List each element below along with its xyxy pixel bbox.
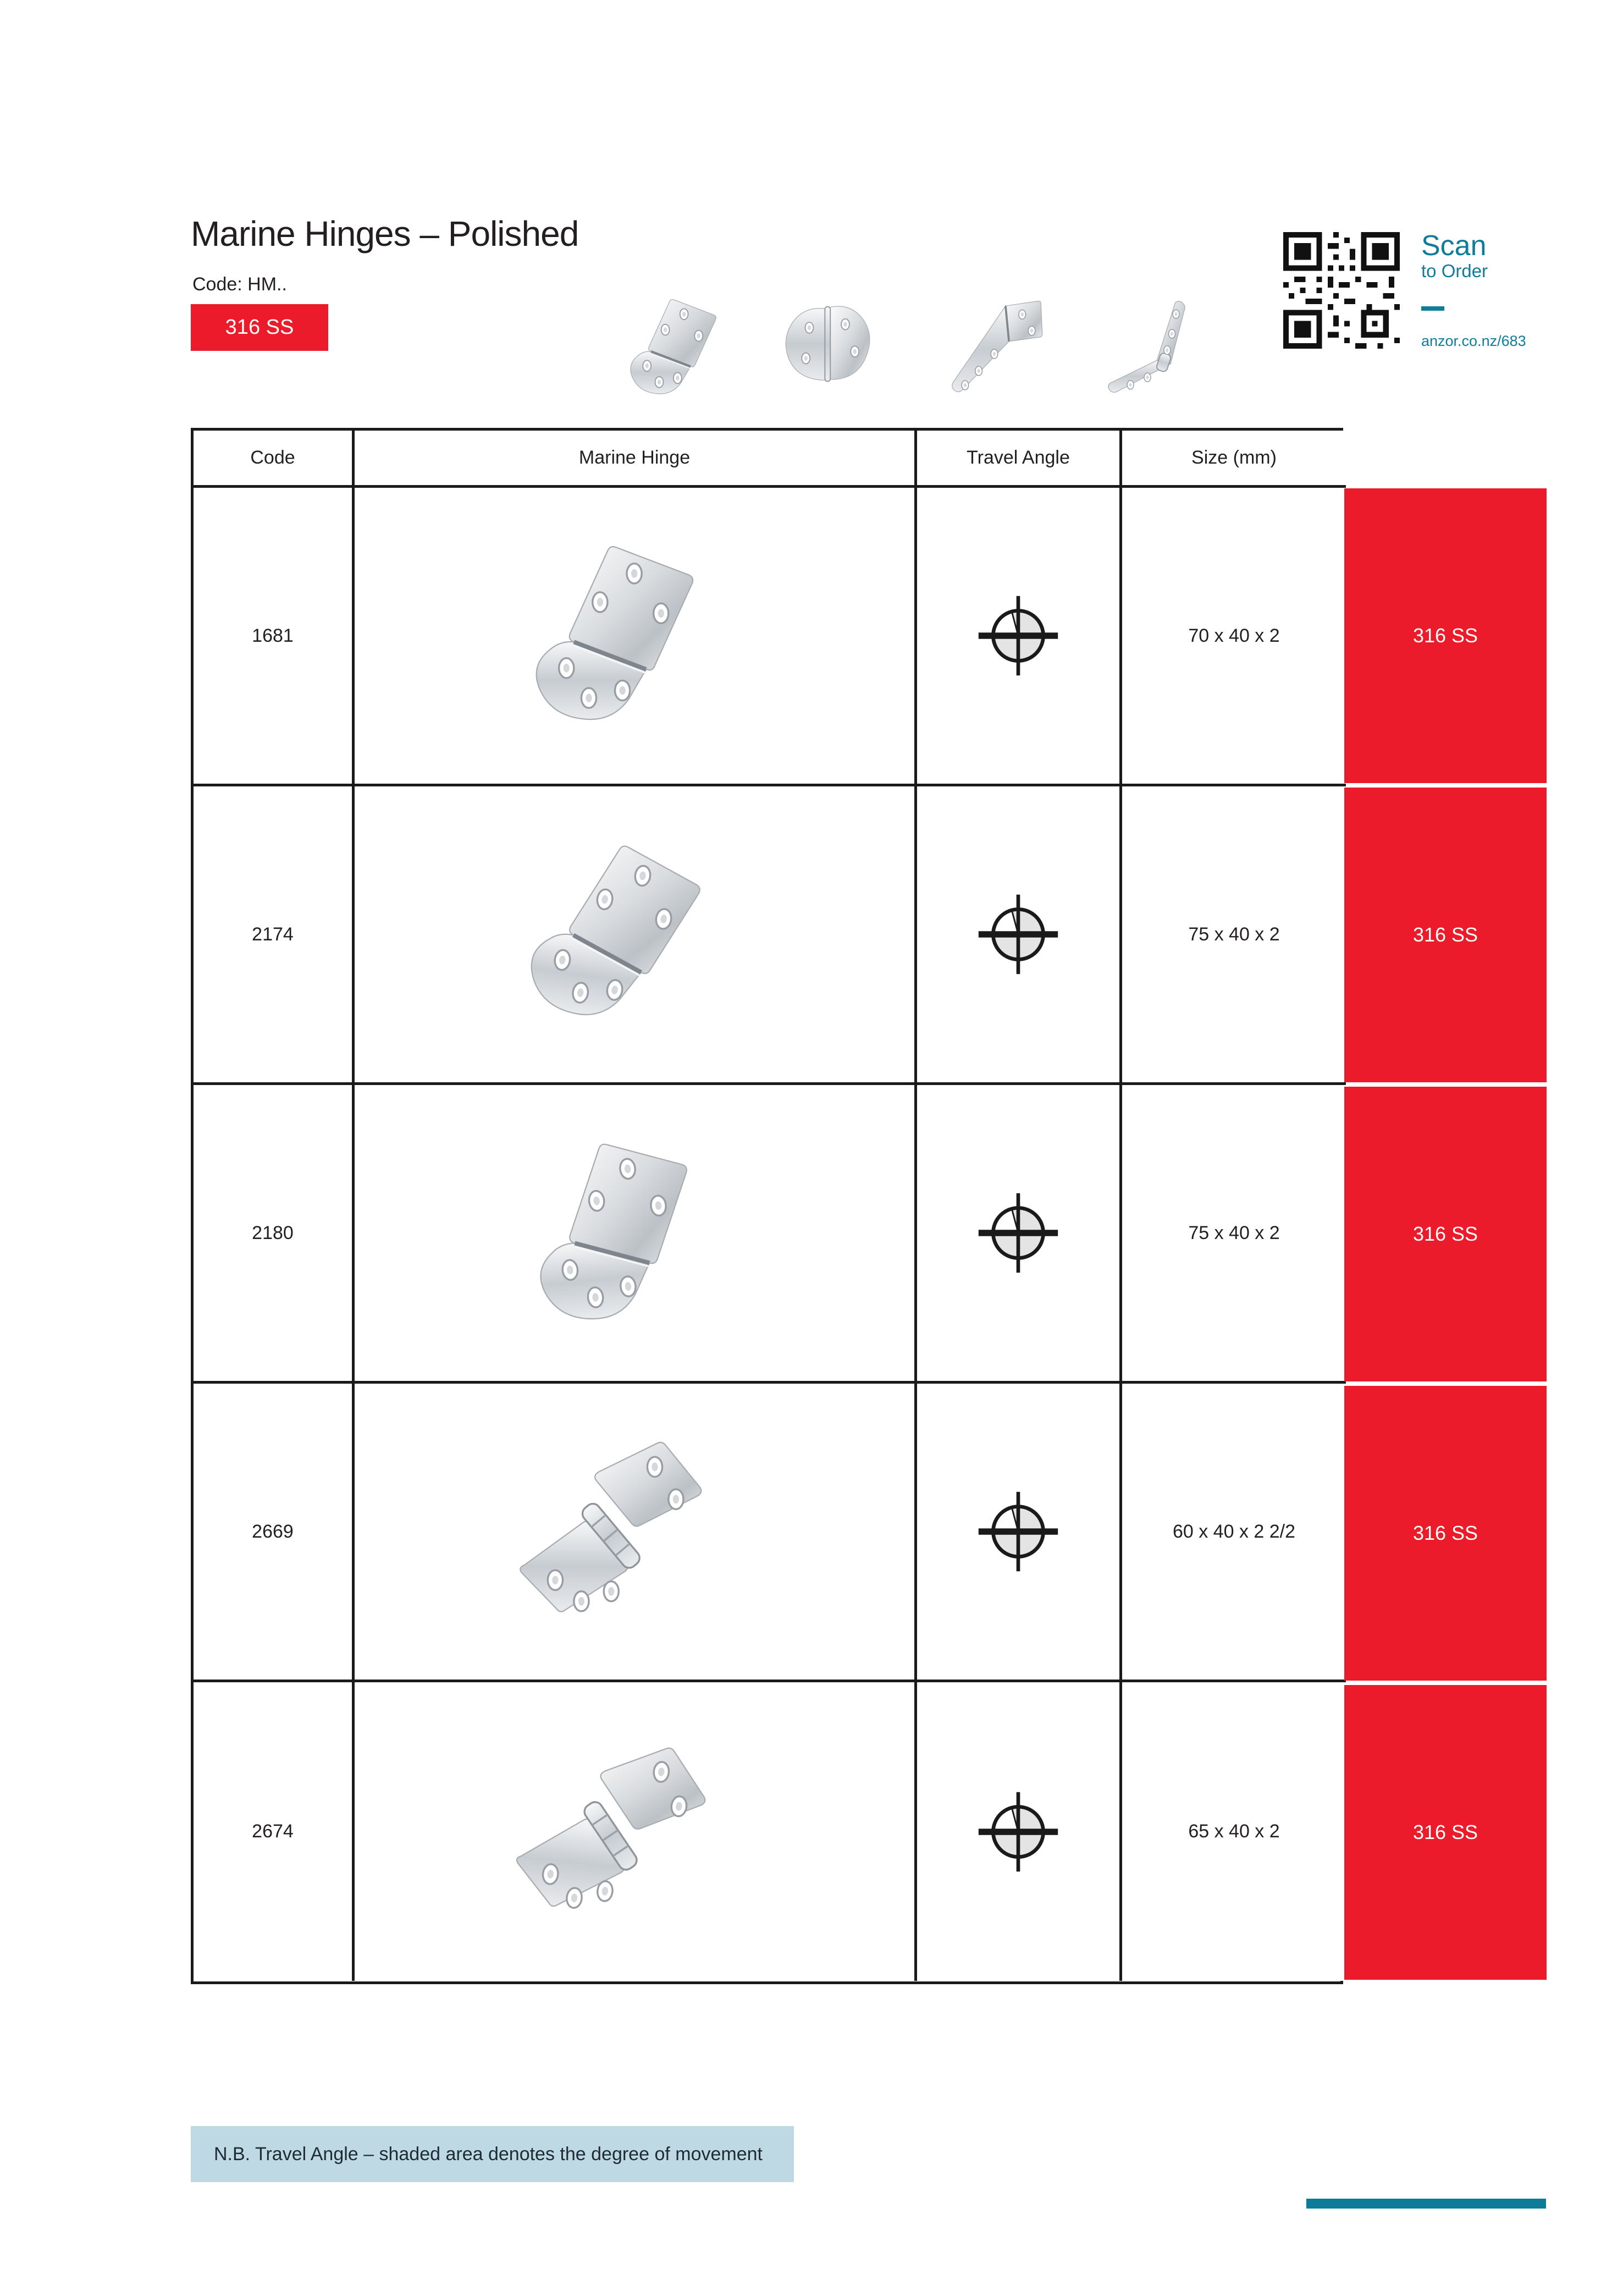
travel-angle-icon <box>976 1790 1060 1874</box>
size-value: 65 x 40 x 2 <box>1188 1821 1280 1842</box>
teal-dash <box>1421 306 1444 311</box>
travel-angle-cell <box>917 1384 1122 1682</box>
travel-angle-cell <box>917 786 1122 1085</box>
code-cell <box>194 1384 355 1682</box>
size-value: 75 x 40 x 2 <box>1188 1222 1280 1243</box>
travel-angle-icon <box>976 893 1060 976</box>
hinge-photo-cell <box>355 1085 917 1384</box>
hinge-photo-cell <box>355 488 917 786</box>
grade-badge: 316 SS <box>1344 1685 1547 1980</box>
column-header-code: Code <box>194 431 355 488</box>
size-value: 75 x 40 x 2 <box>1188 923 1280 945</box>
size-cell <box>1122 488 1346 786</box>
code-value: 2180 <box>252 1222 294 1243</box>
column-header-size: Size (mm) <box>1122 431 1346 488</box>
code-prefix-label: Code: HM.. <box>192 274 287 295</box>
scan-label: Scan <box>1421 230 1487 262</box>
product-photo-strip <box>608 274 1245 417</box>
grade-badge: 316 SS <box>1344 488 1547 783</box>
page-title: Marine Hinges – Polished <box>191 214 579 254</box>
round-hinge-photo <box>766 279 896 417</box>
product-table <box>191 428 1343 1984</box>
hinge-photo <box>494 517 731 754</box>
size-cell <box>1122 1085 1346 1384</box>
travel-angle-note <box>191 2126 794 2182</box>
t-strap-hinge-photo <box>925 279 1055 417</box>
grade-badge: 316 SS <box>1344 788 1547 1082</box>
hinge-photo-cell <box>355 1384 917 1682</box>
to-order-label: to Order <box>1421 260 1488 281</box>
code-cell <box>194 1085 355 1384</box>
footer-teal-bar <box>1306 2199 1546 2209</box>
size-cell <box>1122 1384 1346 1682</box>
travel-angle-cell <box>917 488 1122 786</box>
flush-hinge-photo <box>608 279 737 417</box>
code-value: 2669 <box>252 1521 294 1542</box>
code-cell <box>194 488 355 786</box>
hinge-photo <box>494 1413 731 1650</box>
column-header-travel-angle: Travel Angle <box>917 431 1122 488</box>
size-cell <box>1122 786 1346 1085</box>
scan-to-order-block <box>1421 231 1603 350</box>
size-value: 70 x 40 x 2 <box>1188 625 1280 646</box>
code-value: 2674 <box>252 1821 294 1842</box>
note-text: N.B. Travel Angle – shaded area denotes the degree of movement <box>214 2143 763 2165</box>
size-cell <box>1122 1682 1346 1981</box>
travel-angle-icon <box>976 1490 1060 1573</box>
travel-angle-icon <box>976 1191 1060 1275</box>
travel-angle-cell <box>917 1682 1122 1981</box>
travel-angle-icon <box>976 594 1060 678</box>
size-value: 60 x 40 x 2 2/2 <box>1172 1521 1296 1542</box>
hinge-photo <box>479 801 746 1068</box>
code-cell <box>194 786 355 1085</box>
hinge-photo <box>483 1103 743 1363</box>
code-value: 1681 <box>252 625 294 646</box>
code-value: 2174 <box>252 923 294 945</box>
column-header-marine-hinge: Marine Hinge <box>355 431 917 488</box>
code-cell <box>194 1682 355 1981</box>
grade-badge-header: 316 SS <box>191 304 328 351</box>
hinge-photo-cell <box>355 786 917 1085</box>
qr-code <box>1283 232 1400 349</box>
hinge-photo-cell <box>355 1682 917 1981</box>
travel-angle-cell <box>917 1085 1122 1384</box>
hinge-photo <box>483 1702 743 1962</box>
grade-badge: 316 SS <box>1344 1087 1547 1381</box>
order-url-link[interactable]: anzor.co.nz/683 <box>1421 332 1526 349</box>
angled-strap-hinge-photo <box>1084 279 1213 417</box>
grade-badge: 316 SS <box>1344 1386 1547 1681</box>
